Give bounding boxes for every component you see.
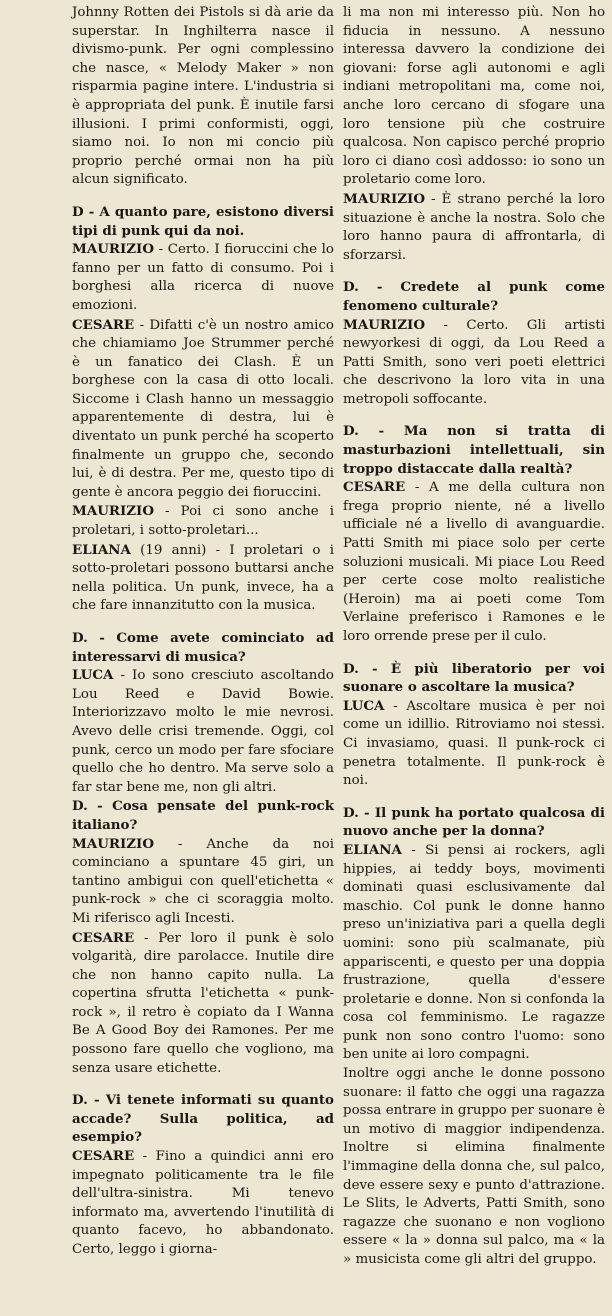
interview-question: D. - Credete al punk come fenomeno culturale? [343,279,605,314]
answer-text: - Io sono cresciuto ascoltando Lou Reed e David Bowie. Interiorizzavo molto le mie nevrosi. Avevo delle crisi tremende. Oggi, col punk, cerco un modo per fare sfociare quello che ho dentro. Ma serve solo a far star bene me, non gli altri. [72,668,334,795]
body-paragraph [343,4,605,190]
interview-question: D. - Come avete cominciato ad interessarvi di musica? [72,630,334,665]
speaker-name: MAURIZIO [72,241,154,258]
paragraph-gap [72,1078,334,1091]
interview-answer [72,835,334,929]
interview-answer [343,478,605,646]
interview-question: D. - Vi tenete informati su quanto accade? Sulla politica, ad esempio? [72,1092,334,1146]
interview-answer [72,929,334,1079]
interview-question: D. - Cosa pensate del punk-rock italiano? [72,798,334,833]
interview-answer [343,697,605,791]
body-paragraph [343,1065,605,1270]
interview-answer [343,190,605,265]
answer-text: (19 anni) - I proletari o i sotto-proletari possono buttarsi anche nella politica. Un punk, invece, ha a che fare innanzitutto con la musica. [72,542,334,614]
paragraph-gap [343,791,605,804]
interview-question: D. - Ma non si tratta di masturbazioni intellettuali, sin troppo distaccate dalla realtà? [343,423,605,477]
answer-text: - A me della cultura non frega proprio niente, né a livello ufficiale né a livello di avanguardie. Patti Smith mi piace solo per certe soluzioni musicali. Mi piace Lou Reed per certe cose molto realistiche (Heroin) ma ai poeti come Tom Verlaine preferisco i Ramones e le loro orrende prese per il culo. [343,480,605,644]
speaker-name: CESARE [72,316,135,333]
answer-text: - È strano perché la loro situazione è anche la nostra. Solo che loro hanno paura di affrontarla, di sforzarsi. [343,191,605,263]
speaker-name: ELIANA [343,841,402,858]
interview-answer [72,666,334,797]
left-column [72,4,334,1260]
answer-text: - Per loro il punk è solo volgarità, dire parolacce. Inutile dire che non hanno capito nulla. La copertina sfrutta l'etichetta « punk-rock », il retro è copiato da I Wanna Be A Good Boy dei Ramones. Per me possono fare quello che vogliono, ma senza usare etichette. [72,930,334,1076]
speaker-name: LUCA [343,697,385,714]
interview-question: D - A quanto pare, esistono diversi tipi di punk qui da noi. [72,203,334,239]
paragraph-gap [72,616,334,629]
interview-question: D. - È più liberatorio per voi suonare o ascoltare la musica? [343,660,605,696]
answer-text: Inoltre oggi anche le donne possono suonare: il fatto che oggi una ragazza possa entrare in gruppo per suonare è un motivo di maggior indipendenza. Inoltre si elimina finalmente l'immagine della donna che, sul palco, deve essere sexy e punto d'attrazione. Le Slits, le Adverts, Patti Smith, sono ragazze che suonano e non vogliono essere « la » donna sul palco, ma « la » musicista come gli altri del gruppo. [343,1066,605,1267]
speaker-name: MAURIZIO [343,190,425,207]
answer-text: Johnny Rotten dei Pistols si dà arie da superstar. In Inghilterra nasce il divismo-punk. Per ogni complessino che nasce, « Melody Maker » non risparmia pagine intere. L'industria si è appropriata del punk. È inutile farsi illusioni. I primi conformisti, oggi, siamo noi. Io non mi concio più proprio perché ormai non ha più alcun significato. [72,5,334,188]
right-column [343,4,605,1270]
paragraph-gap [343,647,605,660]
speaker-name: ELIANA [72,541,131,558]
interview-answer [72,502,334,540]
paragraph-gap [343,409,605,422]
answer-text: - Si pensi ai rockers, agli hippies, ai teddy boys, movimenti dominati quasi esclusivamente dal maschio. Col punk le donne hanno preso un'iniziativa pari a quella degli uomini: sono più scalmanate, più appariscenti, e questo per una doppia frustrazione, quella d'essere proletarie e donne. Non si confonda la cosa col femminismo. Le ragazze punk non sono contro l'uomo: sono ben unite ai loro compagni. [343,842,605,1063]
interview-answer [343,316,605,410]
interview-answer [343,841,605,1065]
speaker-name: LUCA [72,667,114,684]
speaker-name: MAURIZIO [72,835,154,852]
answer-text: - Poi ci sono anche i proletari, i sotto-proletari... [72,504,334,539]
interview-answer [72,316,334,503]
speaker-name: CESARE [72,1148,135,1165]
interview-answer [72,1147,334,1260]
answer-text: li ma non mi interesso più. Non ho fiducia in nessuno. A nessuno interessa davvero la condizione dei giovani: forse agli autonomi e agli indiani metropolitani ma, come noi, anche loro cercano di sfogare una loro tensione più che costruire qualcosa. Non capisco perché proprio loro ci diano così addosso: io sono un proletario come loro. [343,5,605,188]
answer-text: - Fino a quindici anni ero impegnato politicamente tra le file dell'ultra-sinistra. Mi tenevo informato ma, avvertendo l'inutilità di quanto facevo, ho abbandonato. Certo, leggo i giorna- [72,1149,334,1257]
speaker-name: MAURIZIO [72,503,154,520]
answer-text: - Certo. Gli artisti newyorkesi di oggi, da Lou Reed a Patti Smith, sono veri poeti elettrici che descrivono la loro vita in una metropoli soffocante. [343,317,605,407]
paragraph-gap [72,190,334,203]
answer-text: - Ascoltare musica è per noi come un idillio. Ritroviamo noi stessi. Ci invasiamo, quasi. Il punk-rock ci penetra totalmente. Il punk-rock è noi. [343,698,605,789]
interview-question: D. - Il punk ha portato qualcosa di nuovo anche per la donna? [343,804,605,840]
interview-answer [72,240,334,315]
answer-text: - Certo. I fioruccini che lo fanno per un fatto di consumo. Poi i borghesi alla ricerca di nuove emozioni. [72,242,334,313]
answer-text: - Anche da noi cominciano a spuntare 45 giri, un tantino ambigui con quell'etichetta « punk-rock » che ci scoraggia molto. Mi riferisco agli Incesti. [72,836,334,926]
interview-answer [72,541,334,616]
speaker-name: CESARE [72,929,135,946]
body-paragraph [72,4,334,190]
speaker-name: CESARE [343,479,406,496]
speaker-name: MAURIZIO [343,316,425,333]
paragraph-gap [343,265,605,278]
answer-text: - Difatti c'è un nostro amico che chiamiamo Joe Strummer perché è un fanatico dei Clash. È un borghese con la casa di otto locali. Siccome i Clash hanno un messaggio apparentemente di destra, lui è diventato un punk perché ha scoperto finalmente un gruppo che, secondo lui, è di destra. Per me, questo tipo di gente è ancora peggio dei fioruccini. [72,317,334,500]
